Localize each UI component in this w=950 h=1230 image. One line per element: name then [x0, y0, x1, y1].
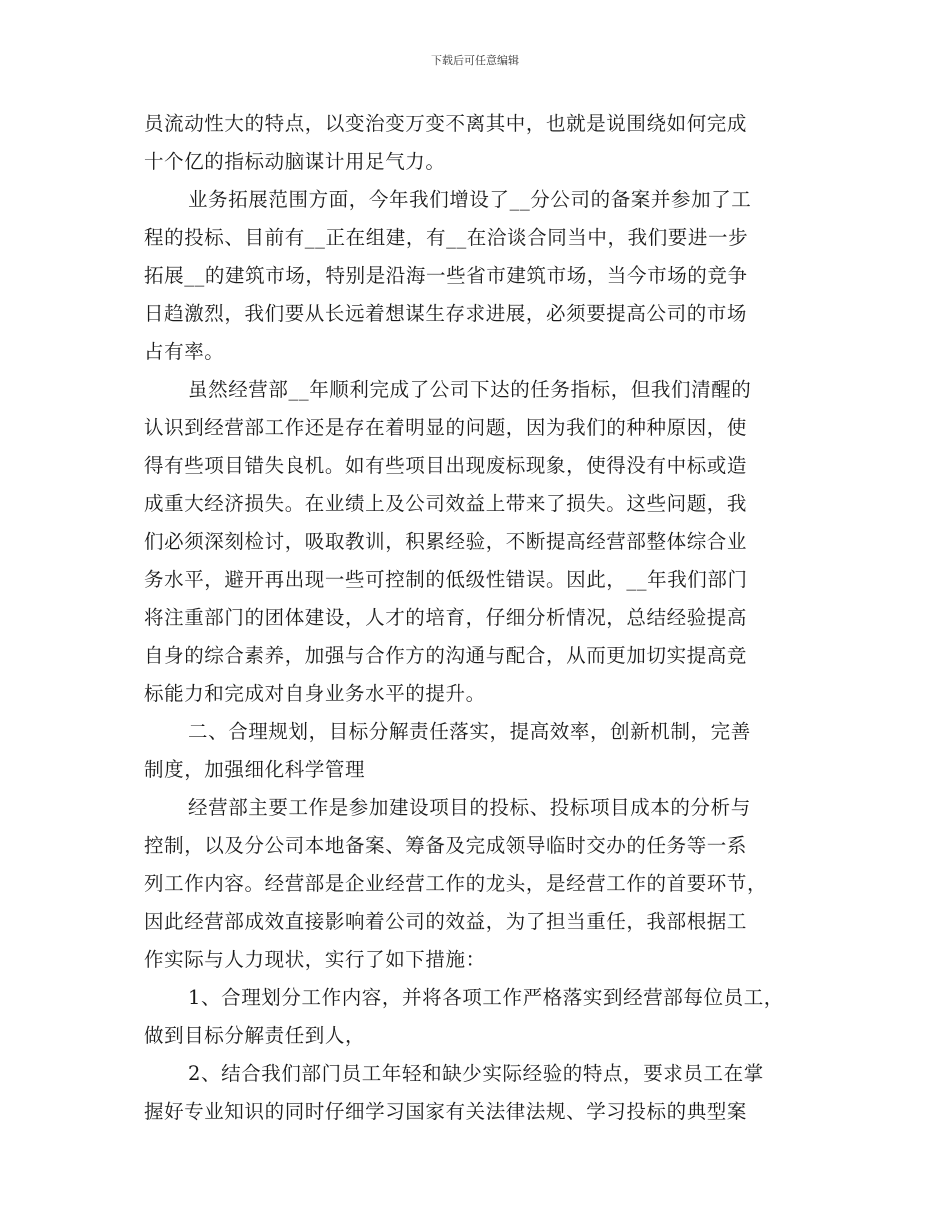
text-line: 拓展__的建筑市场，特别是沿海一些省市建筑市场，当今市场的竞争: [144, 264, 748, 287]
text-line: 二、合理规划，目标分解责任落实，提高效率，创新机制，完善: [188, 720, 751, 743]
text-line: 十个亿的指标动脑谋计用足气力。: [144, 150, 446, 173]
text-line: 经营部主要工作是参加建设项目的投标、投标项目成本的分析与: [188, 796, 751, 819]
text-line: 自身的综合素养，加强与合作方的沟通与配合，从而更加切实提高竞: [144, 644, 748, 667]
text-line: 制度，加强细化科学管理: [144, 758, 366, 781]
text-line: 程的投标、目前有__正在组建，有__在洽谈合同当中，我们要进一步: [144, 226, 749, 249]
text-line: 得有些项目错失良机。如有些项目出现废标现象，使得没有中标或造: [144, 454, 748, 477]
text-line: 成重大经济损失。在业绩上及公司效益上带来了损失。这些问题，我: [144, 492, 748, 515]
text-line: 业务拓展范围方面，今年我们增设了__分公司的备案并参加了工: [188, 188, 752, 211]
text-line: 占有率。: [144, 340, 225, 363]
text-line: 2、结合我们部门员工年轻和缺少实际经验的特点，要求员工在掌: [188, 1062, 764, 1085]
text-line: 将注重部门的团体建设，人才的培育，仔细分析情况，总结经验提高: [144, 606, 748, 629]
document-body: [144, 105, 824, 1131]
text-line: 1、合理划分工作内容，并将各项工作严格落实到经营部每位员工，: [188, 986, 784, 1009]
page-header: 下载后可任意编辑: [431, 54, 519, 67]
text-line: 日趋激烈，我们要从长远着想谋生存求进展，必须要提高公司的市场: [144, 302, 748, 325]
text-line: 列工作内容。经营部是企业经营工作的龙头，是经营工作的首要环节，: [144, 872, 768, 895]
text-line: 虽然经营部__年顺利完成了公司下达的任务指标，但我们清醒的: [188, 378, 752, 401]
text-line: 控制，以及分公司本地备案、筹备及完成领导临时交办的任务等一系: [144, 834, 748, 857]
text-line: 因此经营部成效直接影响着公司的效益，为了担当重任，我部根据工: [144, 910, 748, 933]
text-line: 握好专业知识的同时仔细学习国家有关法律法规、学习投标的典型案: [144, 1100, 748, 1123]
text-line: 做到目标分解责任到人，: [144, 1024, 366, 1047]
text-line: 作实际与人力现状，实行了如下措施：: [144, 948, 486, 971]
text-line: 务水平，避开再出现一些可控制的低级性错误。因此，__年我们部门: [144, 568, 748, 591]
text-line: 认识到经营部工作还是存在着明显的问题，因为我们的种种原因，使: [144, 416, 748, 439]
text-line: 标能力和完成对自身业务水平的提升。: [144, 682, 486, 705]
text-line: 们必须深刻检讨，吸取教训，积累经验，不断提高经营部整体综合业: [144, 530, 748, 553]
text-line: 员流动性大的特点，以变治变万变不离其中，也就是说围绕如何完成: [144, 112, 748, 135]
